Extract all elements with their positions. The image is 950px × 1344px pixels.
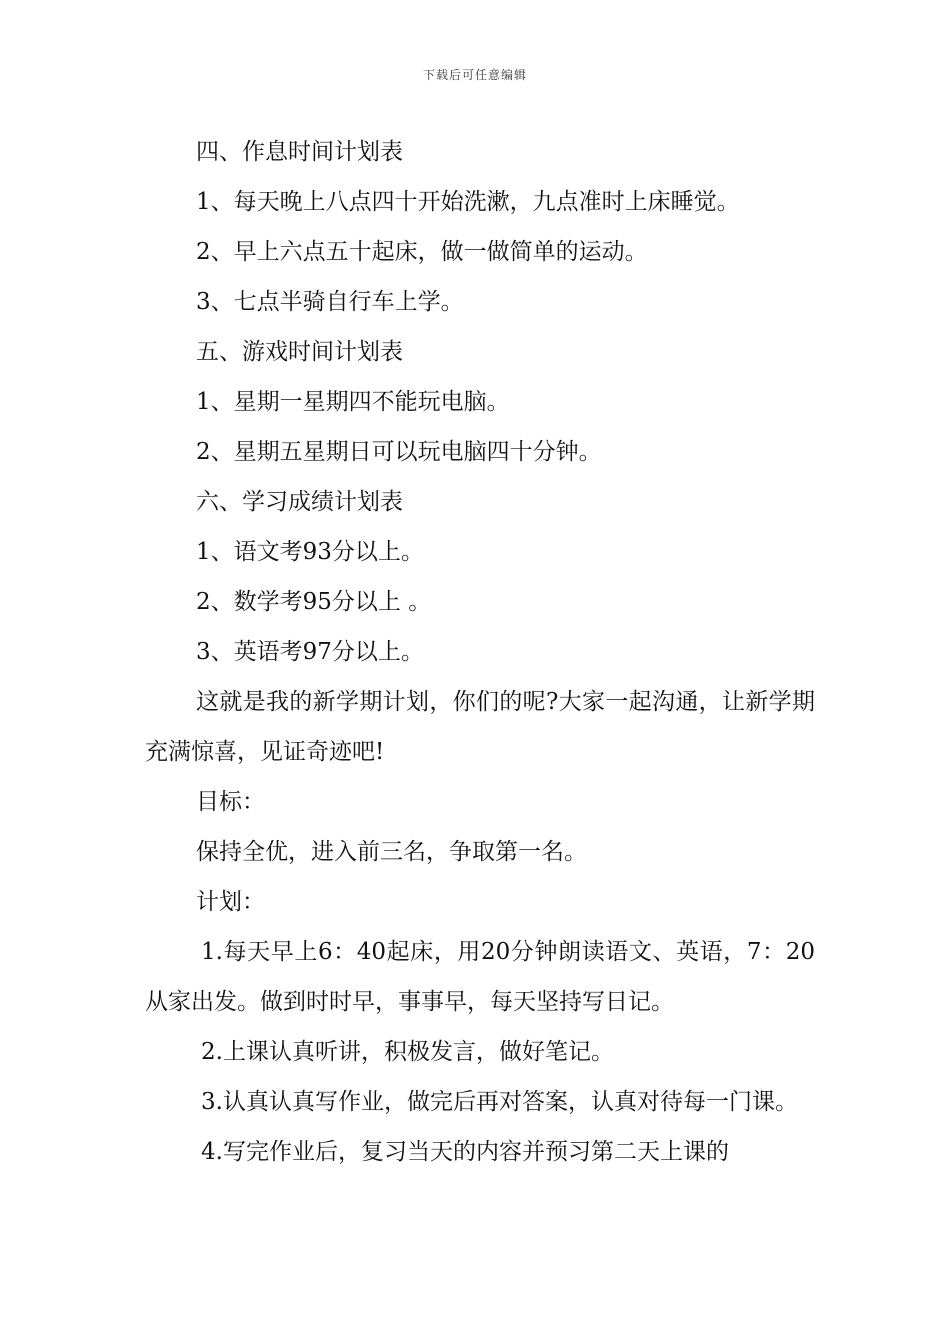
plan-item: 1.每天早上6：40起床，用20分钟朗读语文、英语，7：20从家出发。做到时时早，事事早，每天坚持写日记。 xyxy=(145,939,815,1015)
document-body xyxy=(145,127,815,1177)
section-heading-schedule: 四、作息时间计划表 xyxy=(196,139,403,165)
section-heading-game: 五、游戏时间计划表 xyxy=(196,339,403,365)
page-header: 下载后可任意编辑 xyxy=(422,68,527,82)
list-item: 3、七点半骑自行车上学。 xyxy=(196,289,464,315)
plan-item: 2.上课认真听讲，积极发言，做好笔记。 xyxy=(201,1039,614,1065)
list-item: 1、星期一星期四不能玩电脑。 xyxy=(196,389,510,415)
plan-item: 3.认真认真写作业，做完后再对答案，认真对待每一门课。 xyxy=(201,1089,798,1115)
goal-label: 目标： xyxy=(196,789,265,815)
goal-text: 保持全优，进入前三名，争取第一名。 xyxy=(196,839,587,865)
list-item: 2、早上六点五十起床，做一做简单的运动。 xyxy=(196,239,648,265)
list-item: 2、星期五星期日可以玩电脑四十分钟。 xyxy=(196,439,602,465)
list-item: 2、数学考95分以上 。 xyxy=(196,589,432,615)
plan-label: 计划： xyxy=(196,889,265,915)
list-item: 1、语文考93分以上。 xyxy=(196,539,424,565)
plan-item: 4.写完作业后，复习当天的内容并预习第二天上课的 xyxy=(201,1139,729,1165)
list-item: 1、每天晚上八点四十开始洗漱，九点准时上床睡觉。 xyxy=(196,189,740,215)
summary-paragraph: 这就是我的新学期计划，你们的呢?大家一起沟通，让新学期充满惊喜，见证奇迹吧! xyxy=(145,689,815,765)
list-item: 3、英语考97分以上。 xyxy=(196,639,424,665)
section-heading-grades: 六、学习成绩计划表 xyxy=(196,489,403,515)
